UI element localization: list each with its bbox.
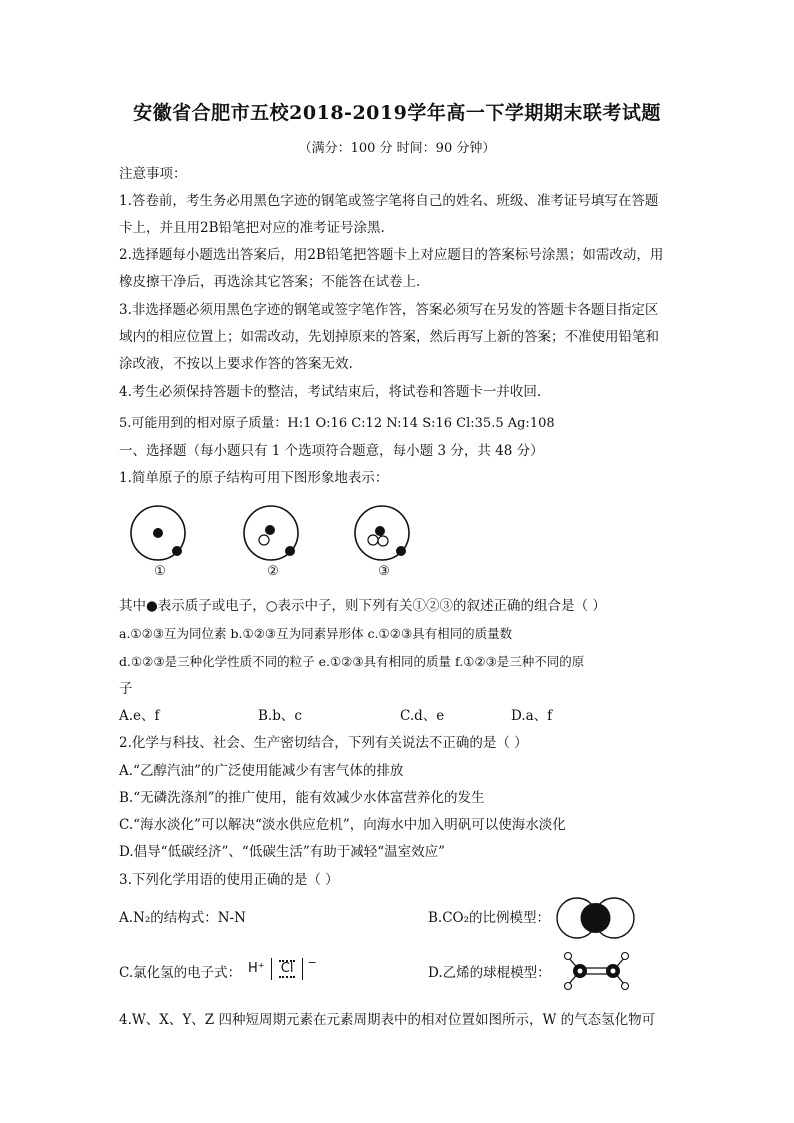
note-3-line-3: 涂改液，不按以上要求作答的答案无效.	[119, 356, 353, 372]
atom-label-1: ①	[154, 564, 166, 579]
hydrogen-atom	[622, 953, 629, 960]
q3-option-c: C.氯化氢的电子式：	[119, 965, 242, 981]
section-1-heading: 一、选择题（每小题只有 1 个选项符合题意，每小题 3 分，共 48 分）	[119, 443, 544, 459]
proton	[153, 528, 163, 538]
q2-option-a: A.“乙醇汽油”的广泛使用能减少有害气体的排放	[119, 763, 404, 779]
electron	[285, 546, 295, 556]
electron	[172, 546, 182, 556]
hydrogen-ion: H⁺	[248, 961, 265, 976]
q1-description: 其中●表示质子或电子，○表示中子，则下列有关①②③的叙述正确的组合是（ ）	[119, 598, 606, 614]
q1-choice-c: C.d、e	[400, 708, 445, 724]
note-5-atomic-masses: 5.可能用到的相对原子质量：H:1 O:16 C:12 N:14 S:16 Cl:35.5 Ag:108	[119, 416, 555, 431]
charge-sign: −	[307, 956, 317, 969]
neutron	[368, 535, 378, 545]
atom-diagram-3	[353, 505, 413, 565]
q1-choice-d: D.a、f	[511, 708, 553, 724]
note-1-line-2: 卡上，并且用2B铅笔把对应的准考证号涂黑.	[119, 220, 385, 236]
co2-space-filling-model	[556, 896, 636, 940]
atom-diagram-2	[242, 505, 302, 565]
electron	[396, 546, 406, 556]
carbon-highlight	[578, 969, 583, 974]
q2-option-c: C.“海水淡化”可以解决“淡水供应危机”，向海水中加入明矾可以使海水淡化	[119, 817, 566, 833]
notes-heading: 注意事项：	[119, 166, 187, 182]
hcl-electron-formula	[248, 958, 317, 980]
q3-stem: 3.下列化学用语的使用正确的是（ ）	[119, 872, 339, 888]
note-3-line-1: 3.非选择题必须用黑色字迹的钢笔或签字笔作答，答案必须写在另发的答题卡各题目指定区	[119, 302, 659, 318]
q2-option-d: D.倡导“低碳经济”、“低碳生活”有助于减轻“温室效应”	[119, 844, 446, 860]
q2-option-b: B.“无磷洗涤剂”的推广使用，能有效减少水体富营养化的发生	[119, 790, 485, 806]
q1-stem: 1.简单原子的原子结构可用下图形象地表示：	[119, 470, 389, 486]
proton	[265, 525, 275, 535]
neutron	[259, 535, 269, 545]
hydrogen-atom	[622, 983, 629, 990]
hydrogen-atom	[565, 953, 572, 960]
carbon-atom	[581, 903, 611, 933]
q4-stem: 4.W、X、Y、Z 四种短周期元素在元素周期表中的相对位置如图所示，W 的气态氢化物可	[119, 1012, 656, 1028]
note-2-line-1: 2.选择题每小题选出答案后，用2B铅笔把答题卡上对应题目的答案标号涂黑；如需改动，用	[119, 247, 664, 263]
ethylene-ball-and-stick-model	[562, 948, 632, 994]
page-title: 安徽省合肥市五校2018-2019学年高一下学期期末联考试题	[133, 102, 661, 124]
q1-options-line-1: a.①②③互为同位素 b.①②③互为同素异形体 c.①②③具有相同的质量数	[119, 626, 513, 641]
atom-diagram-1	[129, 505, 189, 565]
hydrogen-atom	[565, 983, 572, 990]
atom-label-2: ②	[267, 564, 279, 579]
note-1-line-1: 1.答卷前，考生务必用黑色字迹的钢笔或签字笔将自己的姓名、班级、准考证号填写在答题	[119, 193, 659, 209]
chloride-bracket	[271, 958, 304, 980]
q1-choice-b: B.b、c	[258, 708, 302, 724]
q3-option-a: A.N₂的结构式：N-N	[119, 910, 246, 926]
note-4: 4.考生必须保持答题卡的整洁，考试结束后，将试卷和答题卡一并收回.	[119, 384, 542, 400]
q1-options-line-2: d.①②③是三种化学性质不同的粒子 e.①②③具有相同的质量 f.①②③是三种不同的原	[119, 654, 585, 669]
q2-stem: 2.化学与科技、社会、生产密切结合，下列有关说法不正确的是（ ）	[119, 735, 528, 751]
carbon-highlight	[611, 969, 616, 974]
neutron	[378, 536, 388, 546]
chlorine-symbol: Cl	[280, 961, 294, 976]
q1-options-line-3: 子	[119, 681, 133, 697]
exam-info: （满分：100 分 时间：90 分钟）	[298, 141, 496, 156]
note-2-line-2: 橡皮擦干净后，再选涂其它答案；不能答在试卷上.	[119, 274, 421, 290]
q1-choice-a: A.e、f	[119, 708, 160, 724]
note-3-line-2: 域内的相应位置上；如需改动，先划掉原来的答案，然后再写上新的答案；不准使用铅笔和	[119, 329, 659, 345]
q3-option-d: D.乙烯的球棍模型：	[428, 965, 551, 981]
q3-option-b: B.CO₂的比例模型：	[428, 910, 551, 926]
atom-label-3: ③	[378, 564, 390, 579]
proton	[375, 526, 385, 536]
